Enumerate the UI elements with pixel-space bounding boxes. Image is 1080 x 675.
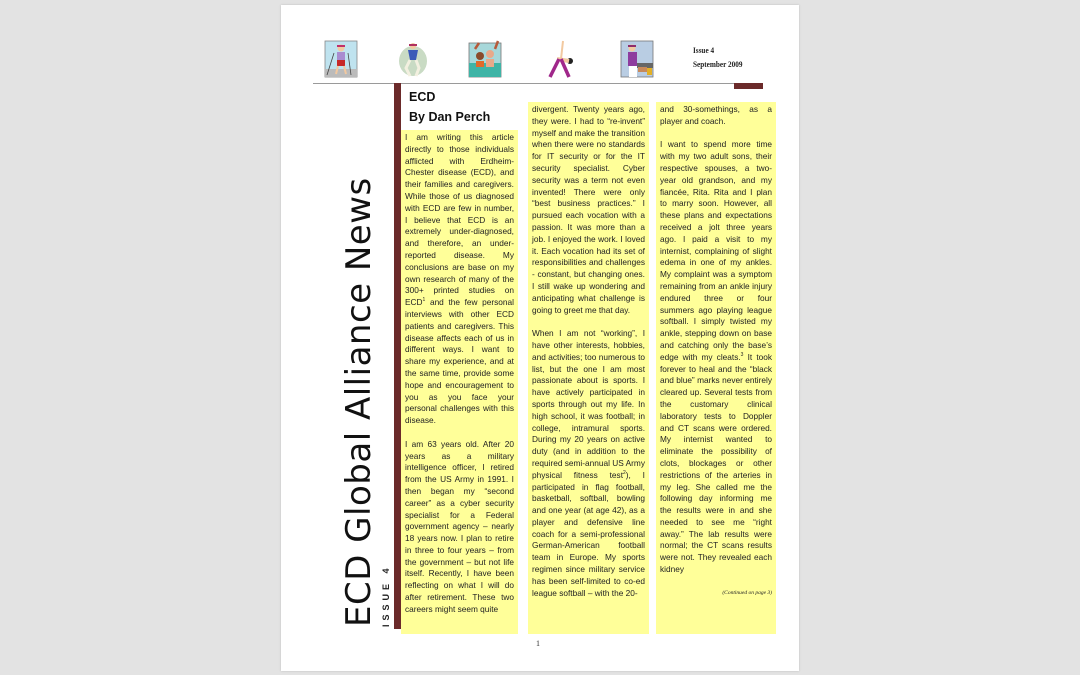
article-column-3 xyxy=(656,102,776,634)
article-section: ECD xyxy=(409,90,436,104)
continued-link[interactable]: (Continued on page 3) xyxy=(722,589,772,596)
issue-date: September 2009 xyxy=(693,59,743,69)
masthead-issue-label: ISSUE 4 xyxy=(381,564,391,627)
yoga-pose-icon xyxy=(543,39,579,79)
article-column-1 xyxy=(401,130,518,634)
issue-number: Issue 4 xyxy=(693,45,715,55)
masthead-title: ECD Global Alliance News xyxy=(339,177,379,627)
newsletter-page xyxy=(281,5,799,671)
paragraph: divergent. Twenty years ago, they were. I had to “re-invent” myself and make the transition when there were no standards for IT security or for the IT security specialist. Cyber security was a term not even invented! There were only “best business practices.” I pursued each vocation with a passion. It was more than a job. I enjoyed the work. I loved it. Each vocation had its set of responsibilities and challenges - constant, but changing ones. I still wake up wondering and anticipating what challenge is going to greet me that day. xyxy=(532,104,645,315)
cooking-woman-icon xyxy=(619,39,655,79)
header-divider xyxy=(313,83,763,84)
header-accent-bar xyxy=(734,83,763,89)
hiking-woman-icon xyxy=(323,39,359,79)
paragraph: When I am not “working”, I have other interests, hobbies, and activities; too numerous to list, but the one I am most passionate about is sports. I have actively participated in sports through out my life. In high school, it was football; in college, intramural sports. During my 20 years on active duty (and in addition to the required semi-annual US Army physical fitness test$^2$), I participated in flag football, basketball, softball, bowling and one year (at age 42), as a player and defensive line coach for a semi-professional German-American football team in Europe. My sports regimen since military service has been self-limited to co-ed league softball – with the 20- xyxy=(532,328,645,598)
issue-meta xyxy=(693,43,742,71)
paragraph: I am writing this article directly to those individuals afflicted with Erdheim-Chester disease (ECD), and their families and caregivers. While those of us diagnosed with ECD are few in number, I believe that ECD is an extremely under-diagnosed, and therefore, an under-reported disease. My conclusions are base on my own research of many of the 300+ printed studies on ECD$^1$ and the few personal interviews with other ECD patients and caregivers. This disease affects each of us in different ways. I want to share my experience, and at the same time, provide some hope and encouragement to you as you face your personal challenges with this disease. xyxy=(405,132,514,426)
paragraph: I want to spend more time with my two adult sons, their respective spouses, a two-year old grandson, and my fiancée, Rita. Rita and I plan to marry soon. However, all these plans and expectations received a jolt three years ago. I paid a visit to my internist, complaining of slight edema in one of my ankles. My complaint was a symptom remaining from an ankle injury endured three or four summers ago playing league softball. I simply twisted my ankle, stepping down on base and catching only the base’s edge with my cleats.$^3$ It took forever to heal and the “black and blue” marks never entirely cleared up. Several tests from the customary clinical laboratory tests to Doppler and CT scans were ordered. My internist wanted to eliminate the possibility of clots, blockages or other restrictions of the arteries in my leg. She called me the following day informing me the results were in and she needed to see me “right away.” The lab results were normal; the CT scans results were not. They revealed each kidney xyxy=(660,139,772,575)
article-byline: By Dan Perch xyxy=(409,110,491,124)
paragraph: and 30-somethings, as a player and coach. xyxy=(660,104,772,126)
paragraph: I am 63 years old. After 20 years as a military intelligence officer, I retired from the US Army in 1991. I then began my “second career” as a cyber security specialist for a Federal government agency – nearly 18 years now. I plan to retire in three to four years – from the government – but not life itself. Recently, I have been reflecting on what I will do after retirement. These two careers might seem quite xyxy=(405,438,514,614)
softball-player-icon xyxy=(393,39,429,79)
article-heading xyxy=(409,87,490,127)
column-accent-bar xyxy=(394,83,401,629)
swimming-couple-icon xyxy=(467,39,503,79)
page-number: 1 xyxy=(536,639,540,648)
article-column-2 xyxy=(528,102,649,634)
